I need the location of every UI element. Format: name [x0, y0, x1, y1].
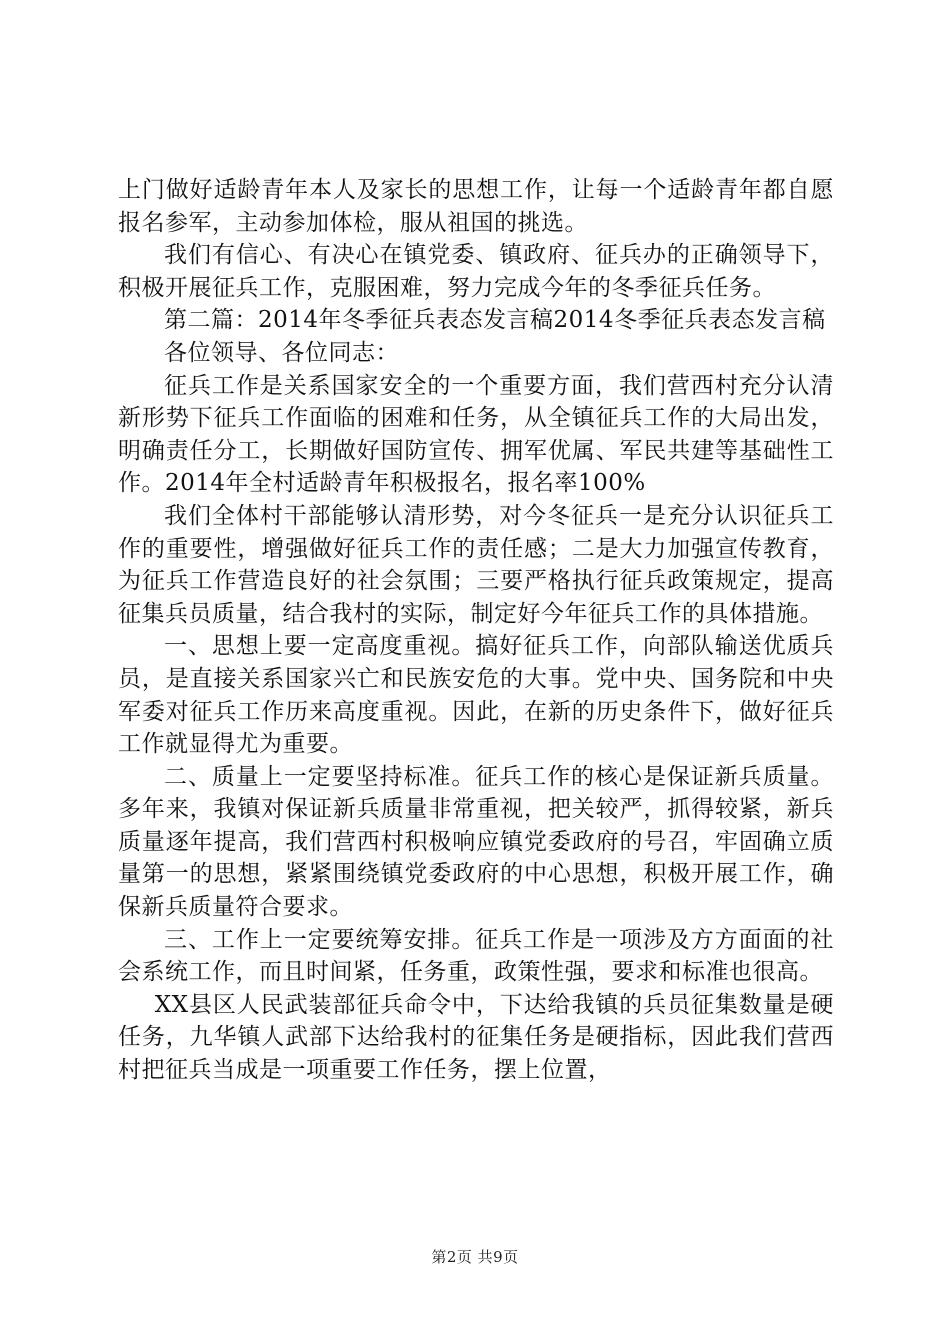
- salutation: 各位领导、各位同志：: [164, 339, 399, 366]
- document-body: [118, 174, 834, 1087]
- paragraph-intro: 征兵工作是关系国家安全的一个重要方面，我们营西村充分认清新形势下征兵工作面临的困难和任务，从全镇征兵工作的大局出发，明确责任分工，长期做好国防宣传、拥军优属、军民共建等基础性工作。2014年全村适龄青年积极报名，报名率100%: [118, 372, 834, 497]
- paragraph-point-one: 一、思想上要一定高度重视。搞好征兵工作，向部队输送优质兵员，是直接关系国家兴亡和民族安危的大事。党中央、国务院和中央军委对征兵工作历来高度重视。因此，在新的历史条件下，做好征兵工作就显得尤为重要。: [118, 633, 834, 758]
- page-number-footer: 第2页 共9页: [431, 1248, 519, 1266]
- paragraph-point-three: 三、工作上一定要统筹安排。征兵工作是一项涉及方方面面的社会系统工作，而且时间紧，任务重，政策性强，要求和标准也很高。: [118, 926, 834, 986]
- paragraph-measures: 我们全体村干部能够认清形势，对今冬征兵一是充分认识征兵工作的重要性，增强做好征兵工作的责任感；二是大力加强宣传教育，为征兵工作营造良好的社会氛围；三要严格执行征兵政策规定，提高征集兵员质量，结合我村的实际，制定好今年征兵工作的具体措施。: [118, 502, 834, 627]
- paragraph-county-order: XX县区人民武装部征兵命令中，下达给我镇的兵员征集数量是硬任务，九华镇人武部下达给我村的征集任务是硬指标，因此我们营西村把征兵当成是一项重要工作任务，摆上位置，: [118, 991, 834, 1084]
- paragraph-confidence: 我们有信心、有决心在镇党委、镇政府、征兵办的正确领导下，积极开展征兵工作，克服困难，努力完成今年的冬季征兵任务。: [118, 242, 834, 301]
- paragraph-continuation: 上门做好适龄青年本人及家长的思想工作，让每一个适龄青年都自愿报名参军，主动参加体检，服从祖国的挑选。: [118, 177, 834, 236]
- section-heading: 第二篇：2014年冬季征兵表态发言稿2014冬季征兵表态发言稿: [164, 307, 826, 334]
- paragraph-point-two: 二、质量上一定要坚持标准。征兵工作的核心是保证新兵质量。多年来，我镇对保证新兵质量非常重视，把关较严，抓得较紧，新兵质量逐年提高，我们营西村积极响应镇党委政府的号召，牢固确立质量第一的思想，紧紧围绕镇党委政府的中心思想，积极开展工作，确保新兵质量符合要求。: [118, 763, 834, 921]
